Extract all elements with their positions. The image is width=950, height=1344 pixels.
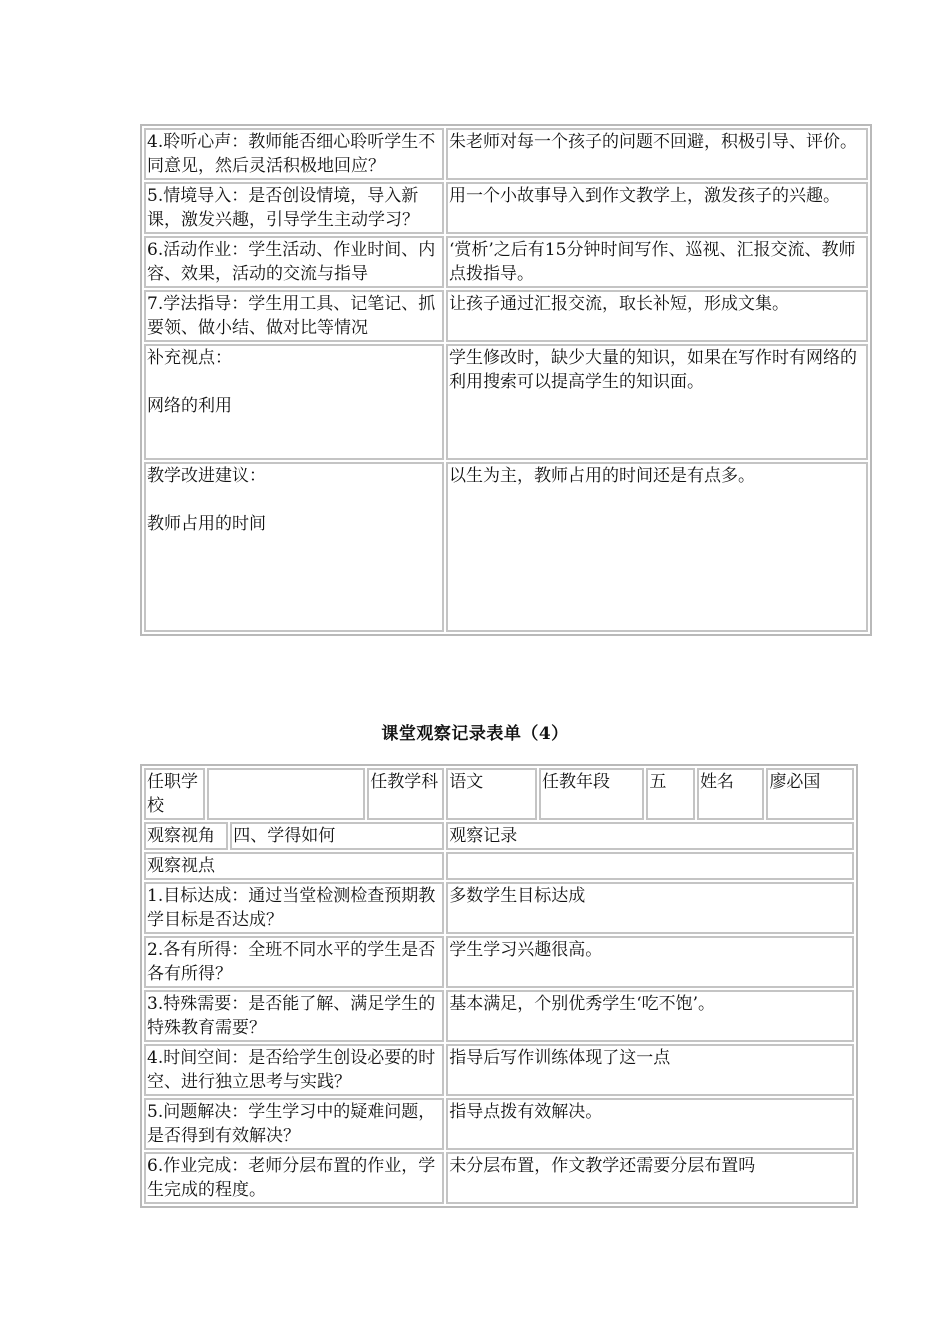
record-cell: 未分层布置，作文教学还需要分层布置吗 [446, 1152, 854, 1204]
viewpoint-cell: 4.聆听心声：教师能否细心聆听学生不同意见，然后灵活积极地回应？ [144, 128, 444, 180]
name-label: 姓名 [697, 768, 765, 820]
record-cell: 让孩子通过汇报交流，取长补短，形成文集。 [446, 290, 868, 342]
viewpoint-cell: 4.时间空间：是否给学生创设必要的时空、进行独立思考与实践？ [144, 1044, 444, 1096]
improvement-label: 教学改进建议： [147, 466, 266, 486]
viewpoint-cell: 1.目标达成：通过当堂检测检查预期教学目标是否达成？ [144, 882, 444, 934]
supplement-row [144, 344, 868, 460]
record-cell: 指导点拨有效解决。 [446, 1098, 854, 1150]
angle-label: 观察视角 [144, 822, 228, 850]
school-label: 任职学校 [144, 768, 205, 820]
supplement-cell [144, 344, 444, 460]
supplement-label: 补充视点： [147, 348, 232, 368]
record-cell: ‘赏析’之后有15分钟时间写作、巡视、汇报交流、教师点拨指导。 [446, 236, 868, 288]
table-row [144, 290, 868, 342]
name-value: 廖必国 [766, 768, 854, 820]
table-row [144, 236, 868, 288]
record-label: 观察记录 [446, 822, 854, 850]
improvement-cell [144, 462, 444, 632]
improvement-value: 教师占用的时间 [147, 514, 266, 534]
record-cell: 朱老师对每一个孩子的问题不回避，积极引导、评价。 [446, 128, 868, 180]
record-cell: 指导后写作训练体现了这一点 [446, 1044, 854, 1096]
subject-label: 任教学科 [367, 768, 444, 820]
table-row [144, 128, 868, 180]
table-row [144, 882, 854, 934]
subject-value: 语文 [446, 768, 537, 820]
angle-value: 四、学得如何 [230, 822, 444, 850]
angle-row [144, 822, 854, 850]
header-row [144, 768, 854, 820]
record-cell: 用一个小故事导入到作文教学上，激发孩子的兴趣。 [446, 182, 868, 234]
observation-table-3-continued [140, 124, 872, 636]
record-cell: 基本满足，个别优秀学生‘吃不饱’。 [446, 990, 854, 1042]
grade-value: 五 [646, 768, 695, 820]
table-row [144, 1044, 854, 1096]
viewpoint-cell: 6.活动作业：学生活动、作业时间、内容、效果，活动的交流与指导 [144, 236, 444, 288]
table-row [144, 182, 868, 234]
table-row [144, 1098, 854, 1150]
viewpoint-label: 观察视点 [144, 852, 444, 880]
table-row [144, 1152, 854, 1204]
viewpoint-cell: 7.学法指导：学生用工具、记笔记、抓要领、做小结、做对比等情况 [144, 290, 444, 342]
record-cell: 多数学生目标达成 [446, 882, 854, 934]
viewpoint-cell: 5.情境导入：是否创设情境，导入新课，激发兴趣，引导学生主动学习？ [144, 182, 444, 234]
viewpoint-cell: 2.各有所得：全班不同水平的学生是否各有所得？ [144, 936, 444, 988]
viewpoint-header-row [144, 852, 854, 880]
improvement-record-cell: 以生为主，教师占用的时间还是有点多。 [446, 462, 868, 632]
viewpoint-cell: 6.作业完成：老师分层布置的作业，学生完成的程度。 [144, 1152, 444, 1204]
record-cell: 学生学习兴趣很高。 [446, 936, 854, 988]
table-row [144, 936, 854, 988]
viewpoint-cell: 5.问题解决：学生学习中的疑难问题，是否得到有效解决？ [144, 1098, 444, 1150]
improvement-row [144, 462, 868, 632]
school-value [207, 768, 365, 820]
grade-label: 任教年段 [539, 768, 644, 820]
observation-table-4 [140, 764, 858, 1208]
form-title: 课堂观察记录表单（4） [381, 724, 569, 744]
table-row [144, 990, 854, 1042]
supplement-record-cell: 学生修改时，缺少大量的知识，如果在写作时有网络的利用搜索可以提高学生的知识面。 [446, 344, 868, 460]
supplement-value: 网络的利用 [147, 396, 232, 416]
viewpoint-cell: 3.特殊需要：是否能了解、满足学生的特殊教育需要？ [144, 990, 444, 1042]
viewpoint-record-empty [446, 852, 854, 880]
